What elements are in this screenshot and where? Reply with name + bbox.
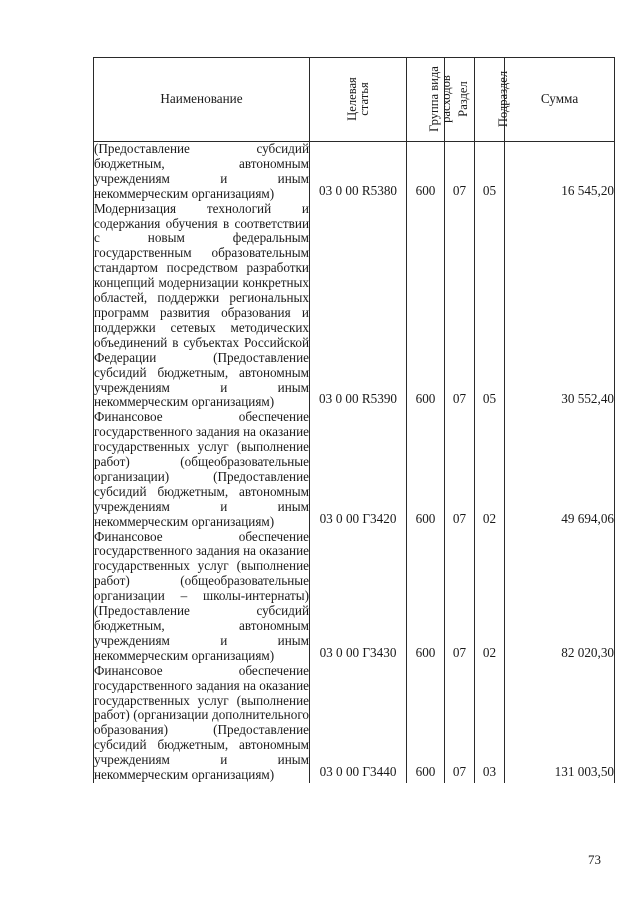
header-subsection: Подраздел: [475, 58, 505, 142]
row-sum: 30 552,40: [505, 202, 615, 411]
row-subsection: 05: [475, 142, 505, 202]
row-subsection: 02: [475, 530, 505, 664]
row-name: Финансовое обеспечение государственного задания на оказание государственных услуг (выполнение работ) (организации дополнительного образования) (Предоставление субсидий бюджетным, автономным учреждениям и иным некоммерческим организациям): [94, 662, 309, 783]
row-subsection: 02: [475, 410, 505, 529]
row-sum: 82 020,30: [505, 530, 615, 664]
row-target-article: 03 0 00 R5390: [310, 202, 407, 411]
row-expense-group: 600: [407, 530, 445, 664]
row-section: 07: [445, 142, 475, 202]
header-name: Наименование: [94, 58, 310, 142]
header-section: Раздел: [445, 58, 475, 142]
header-sum: Сумма: [505, 58, 615, 142]
row-sum: 16 545,20: [505, 142, 615, 202]
row-expense-group: 600: [407, 410, 445, 529]
table-row: [94, 142, 615, 202]
row-section: 07: [445, 410, 475, 529]
row-section: 07: [445, 664, 475, 783]
row-section: 07: [445, 530, 475, 664]
row-name: Финансовое обеспечение государственного задания на оказание государственных услуг (выполнение работ) (общеобразовательные организации) (Предоставление субсидий бюджетным, автономным учреждениям и иным некоммерческим организациям): [94, 409, 309, 529]
row-section: 07: [445, 202, 475, 411]
row-target-article: 03 0 00 Г3430: [310, 530, 407, 664]
row-subsection: 03: [475, 664, 505, 783]
row-sum: 131 003,50: [505, 664, 615, 783]
row-target-article: 03 0 00 Г3440: [310, 664, 407, 783]
row-name: (Предоставление субсидий бюджетным, автономным учреждениям и иным некоммерческим организациям): [94, 141, 309, 201]
table-row: [94, 530, 615, 664]
row-name: Модернизация технологий и содержания обучения в соответствии с новым федеральным государственным образовательным стандартом посредством разработки концепций модернизации конкретных областей, поддержки региональных программ развития образования и поддержки сетевых методических объединений в субъектах Российской Федерации (Предоставление субсидий бюджетным, автономным учреждениям и иным некоммерческим организациям): [94, 200, 309, 410]
header-target-article: Целевая статья: [310, 58, 407, 142]
table-row: [94, 202, 615, 411]
table-row: [94, 664, 615, 783]
header-expense-group: Группа вида расходов: [407, 58, 445, 142]
budget-table: [93, 57, 615, 783]
row-sum: 49 694,06: [505, 410, 615, 529]
row-expense-group: 600: [407, 142, 445, 202]
row-expense-group: 600: [407, 664, 445, 783]
table-header-row: [94, 58, 615, 142]
row-target-article: 03 0 00 Г3420: [310, 410, 407, 529]
row-target-article: 03 0 00 R5380: [310, 142, 407, 202]
row-subsection: 05: [475, 202, 505, 411]
row-expense-group: 600: [407, 202, 445, 411]
page-number: 73: [588, 852, 601, 867]
row-name: Финансовое обеспечение государственного задания на оказание государственных услуг (выполнение работ) (общеобразовательные организации – школы-интернаты) (Предоставление субсидий бюджетным, автономным учреждениям и иным некоммерческим организациям): [94, 528, 309, 663]
table-row: [94, 410, 615, 529]
